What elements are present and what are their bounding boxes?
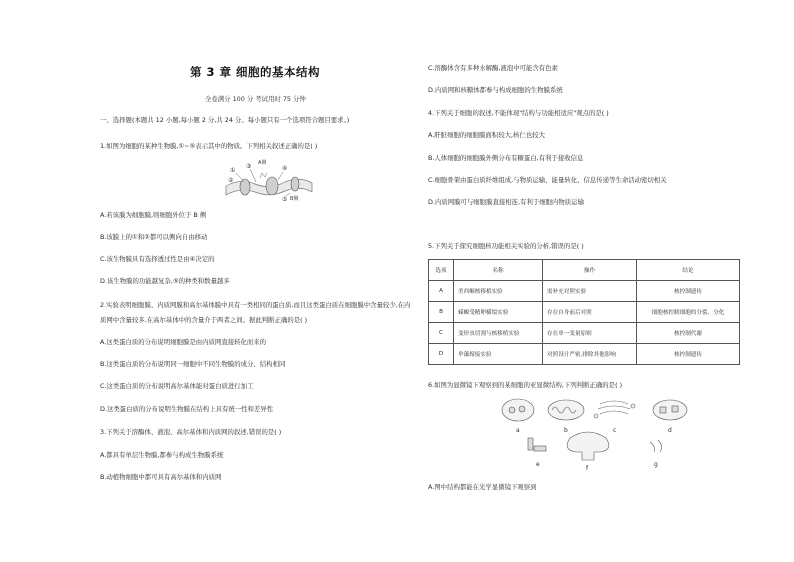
exam-info: 全卷满分 100 分 考试用时 75 分钟 [205,95,306,103]
table-cell: 美西螈核移植实验 [454,281,543,302]
question-1-stem: 1.如图为细胞的某种生物膜,①~⑤表示其中的物质。下列相关叙述正确的是( ) [100,142,318,150]
table-row [429,302,740,323]
question-3-stem: 3.下列关于溶酶体、液泡、高尔基体和内质网的叙述,错误的是( ) [100,428,282,436]
table-cell: B [429,302,454,323]
fig1-label-side-a: A侧 [258,160,267,166]
page-title: 第 3 章 细胞的基本结构 [190,65,321,79]
q1-option-a: A.若该膜为细胞膜,则细胞外位于 B 侧 [100,211,207,219]
q4-option-b: B.人体细胞的细胞膜外侧分布有糖蛋白,有利于接收信息 [428,154,584,162]
q3-option-a: A.都具有单层生物膜,都参与构成生物膜系统 [100,451,224,459]
table-cell: 核控制遗传 [637,344,740,365]
organelle-g-shape [650,440,662,452]
q6-option-a: A.图中结构都能在光学显微镜下观察到 [428,483,537,491]
q2-option-d: D.这类蛋白质的分布说明生物膜在结构上具有统一性和差异性 [100,405,274,413]
q5-table [428,259,740,365]
fig1-label-1: ① [230,167,236,174]
q3-option-b: B.动植物细胞中都可具有高尔基体和内质网 [100,473,222,481]
fig6-label-e: e [536,461,540,468]
table-cell: 需补充对照实验 [543,281,637,302]
organelle-d-shape [653,400,687,420]
organelle-f-shape [567,432,609,460]
q4-option-d: D.内质网膜可与细胞膜直接相连,有利于细胞内物质运输 [428,198,584,206]
table-cell: A [429,281,454,302]
fig6-label-a: a [516,427,520,434]
organelle-figure [500,394,710,474]
q1-option-b: B.该膜上的①和②都可以侧向自由移动 [100,233,208,241]
fig6-label-d: d [668,427,672,434]
table-header-cell: 名称 [454,260,543,281]
membrane-figure [220,156,320,206]
fig6-label-f: f [586,465,589,472]
table-header-cell: 选项 [429,260,454,281]
question-5-stem: 5.下列关于探究细胞核功能相关实验的分析,错误的是( ) [428,242,584,250]
table-cell: 对照设计严密,排除其他影响 [543,344,637,365]
fig1-label-4: ④ [282,165,288,172]
table-header-cell: 结论 [637,260,740,281]
table-cell: 蝾螈受精卵横缢实验 [454,302,543,323]
organelle-b-shape [548,400,584,420]
question-2-stem-line2: 质网中含量较多,在高尔基体中的含量介于两者之间。据此判断正确的是( ) [100,316,308,324]
organelle-a-shape [502,399,534,421]
fig1-label-2: ② [228,177,234,184]
organelle-c-shape [594,401,635,418]
q2-option-b: B.这类蛋白质的分布说明同一细胞中不同生物膜的成分、结构相同 [100,360,286,368]
fig1-label-side-b: B侧 [290,196,299,202]
q1-option-d: D.该生物膜的功能越复杂,⑤的种类和数量越多 [100,277,230,285]
question-4-stem: 4.下列关于细胞的叙述,不能体现"结构与功能相适应"观点的是( ) [428,109,609,117]
table-cell: 存在自身前后对照 [543,302,637,323]
q2-option-a: A.这类蛋白质的分布说明细胞膜是由内质网直接转化而来的 [100,338,267,346]
table-cell: 核控制遗传 [637,281,740,302]
table-cell: 细胞核控制细胞的分裂、分化 [637,302,740,323]
q3-option-d: D.内质网和核糖体都参与构成细胞的生物膜系统 [428,86,563,94]
q3-option-c: C.溶酶体含有多种水解酶,液泡中可能含有色素 [428,64,558,72]
table-row [429,281,740,302]
table-cell: C [429,323,454,344]
question-6-stem: 6.如图为显微镜下观察到的某细胞的亚显微结构,下列判断正确的是( ) [428,381,623,389]
table-header-row [429,260,740,281]
organelle-e-shape [528,438,546,451]
table-cell: 核控制代谢 [637,323,740,344]
section-heading: 一、选择题(本题共 12 小题,每小题 2 分,共 24 分。每小题只有一个选项符合题目要求。) [100,116,350,124]
q4-option-c: C.细胞骨架由蛋白质纤维组成,与物质运输、能量转化、信息传递等生命活动密切相关 [428,176,667,184]
q4-option-a: A.肝脏细胞的细胞膜面积较大,核仁也较大 [428,131,545,139]
fig1-label-5: ⑤ [282,196,288,203]
fig6-label-g: g [654,461,658,468]
glycoprotein-chain [260,173,267,178]
table-cell: 伞藻嫁接实验 [454,344,543,365]
table-header-cell: 操作 [543,260,637,281]
table-cell: D [429,344,454,365]
table-row [429,344,740,365]
fig1-label-3: ③ [246,163,252,170]
q2-option-c: C.这类蛋白质的分布说明高尔基体能对蛋白质进行加工 [100,382,254,390]
q1-option-c: C.该生物膜具有选择透过性是由④决定的 [100,255,215,263]
table-cell: 变形虫切割与核移植实验 [454,323,543,344]
question-2-stem-line1: 2.实验表明细胞膜、内质网膜和高尔基体膜中具有一类相同的蛋白质,而且这类蛋白质在细胞膜中含量较少,在内 [100,301,411,309]
table-row [429,323,740,344]
fig6-label-b: b [564,427,568,434]
fig6-label-c: c [613,427,617,434]
table-cell: 存在单一变量原则 [543,323,637,344]
